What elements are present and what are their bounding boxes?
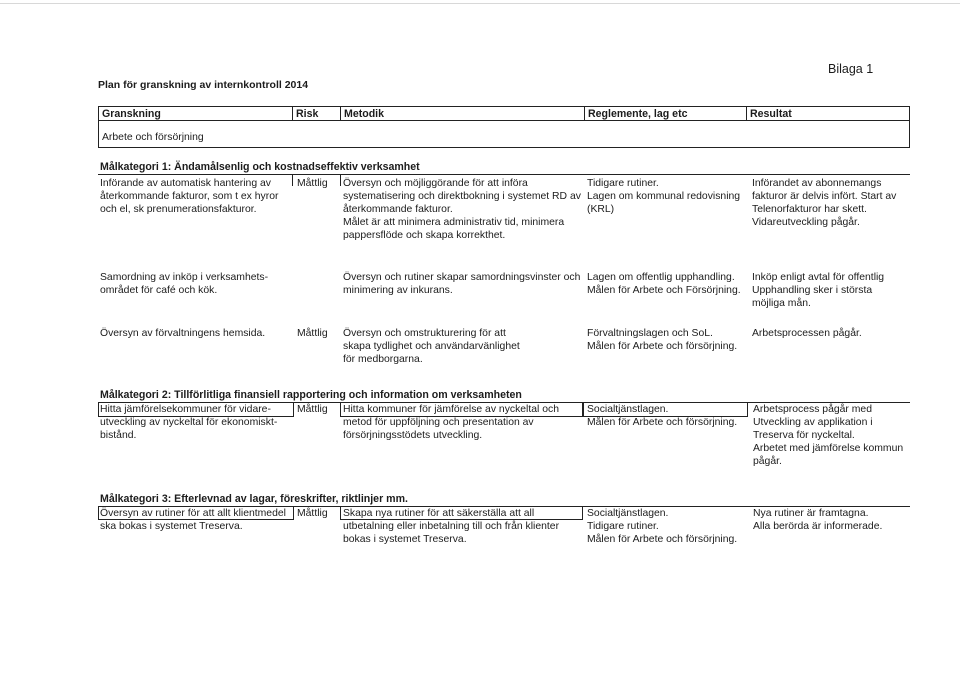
cell-risk: Måttlig	[297, 508, 328, 519]
cell-granskning: Införande av automatisk hantering av återkommande fakturor, som t ex hyror och el, sk prenumerationsfakturor.	[100, 178, 279, 215]
header-risk: Risk	[292, 107, 340, 120]
cell-metodik: Översyn och rutiner skapar samordningsvinster och minimering av inkurans.	[343, 272, 581, 296]
cell-risk: Måttlig	[297, 178, 328, 189]
cell-reglemente: Socialtjänstlagen. Målen för Arbete och försörjning.	[587, 404, 738, 428]
cell-granskning: Översyn av rutiner för att allt klientmedel ska bokas i systemet Treserva.	[100, 508, 286, 532]
cell-metodik: Översyn och omstrukturering för att skapa tydlighet och användarvänlighet för medborgarna.	[343, 328, 520, 365]
cell-reglemente: Förvaltningslagen och SoL. Målen för Arbete och försörjning.	[587, 328, 738, 352]
header-reglemente: Reglemente, lag etc	[584, 107, 746, 120]
category-1-divider	[98, 174, 910, 175]
category-1-title: Målkategori 1: Ändamålsenlig och kostnadseffektiv verksamhet	[100, 161, 420, 173]
cell-metodik: Hitta kommuner för jämförelse av nyckeltal och metod för uppföljning och presentation av försörjningsstödets utveckling.	[343, 404, 559, 441]
cell-risk: Måttlig	[297, 328, 328, 339]
plan-title: Plan för granskning av internkontroll 2014	[98, 79, 309, 91]
cell-resultat: Införandet av abonnemangs fakturor är delvis infört. Start av Telenorfakturor har skett. Vidareutveckling pågår.	[752, 178, 897, 228]
cell-reglemente: Tidigare rutiner. Lagen om kommunal redovisning (KRL)	[587, 178, 741, 215]
cell-resultat: Nya rutiner är framtagna. Alla berörda är informerade.	[753, 508, 883, 532]
table-header	[98, 106, 910, 121]
section-title: Arbete och försörjning	[102, 132, 204, 143]
header-granskning: Granskning	[102, 108, 161, 120]
cell-resultat: Inköp enligt avtal för offentlig Upphandling sker i största möjliga mån.	[752, 272, 885, 309]
cell-resultat: Arbetsprocess pågår med Utveckling av applikation i Treserva för nyckeltal. Arbetet med jämförelse kommun pågår.	[753, 404, 904, 467]
attachment-label: Bilaga 1	[828, 62, 874, 76]
divider	[340, 174, 341, 186]
category-3-title: Målkategori 3: Efterlevnad av lagar, föreskrifter, riktlinjer mm.	[100, 493, 408, 505]
cell-metodik: Översyn och möjliggörande för att införa systematisering och direktbokning i systemet RD av återkommande fakturor. Målet är att minimera administrativ tid, minimera pappersflöde och skapa korrekthet.	[343, 178, 581, 241]
category-2-title: Målkategori 2: Tillförlitliga finansiell rapportering och information om verksamheten	[100, 389, 522, 401]
header-resultat: Resultat	[746, 107, 911, 120]
cell-metodik: Skapa nya rutiner för att säkerställa att all utbetalning eller inbetalning till och från klienter bokas i systemet Treserva.	[343, 508, 560, 545]
cell-resultat: Arbetsprocessen pågår.	[752, 328, 862, 339]
section-row	[98, 121, 910, 148]
divider	[292, 174, 293, 186]
cell-granskning: Översyn av förvaltningens hemsida.	[100, 328, 266, 339]
header-metodik: Metodik	[340, 107, 584, 120]
cell-reglemente: Lagen om offentlig upphandling. Målen för Arbete och Försörjning.	[587, 272, 741, 296]
cell-granskning: Samordning av inköp i verksamhets- området för café och kök.	[100, 272, 269, 296]
scan-artifact-line	[0, 3, 960, 4]
cell-reglemente: Socialtjänstlagen. Tidigare rutiner. Målen för Arbete och försörjning.	[587, 508, 738, 545]
cell-granskning: Hitta jämförelsekommuner för vidare- utveckling av nyckeltal för ekonomiskt- bistånd.	[100, 404, 278, 441]
cell-risk: Måttlig	[297, 404, 328, 415]
